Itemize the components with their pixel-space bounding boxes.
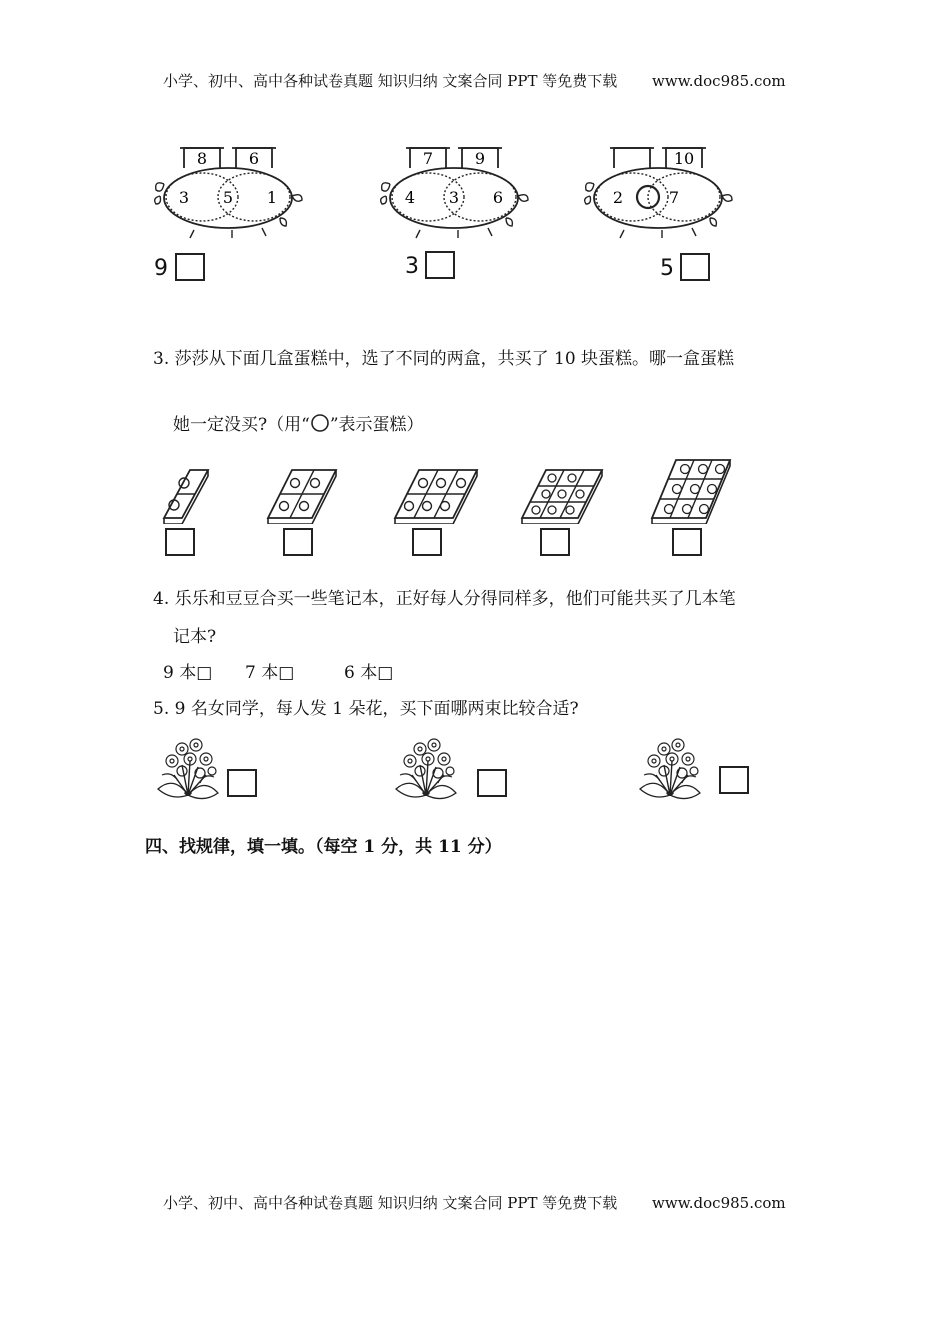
cake-box-2: [164, 470, 208, 524]
cake-circle-icon: [310, 413, 330, 433]
table-3-right: 7: [668, 188, 680, 207]
q4-line1: 4. 乐乐和豆豆合买一些笔记本，正好每人分得同样多，他们可能共买了几本笔: [153, 589, 736, 609]
cake-answer-box-4[interactable]: [540, 528, 570, 556]
bouquet-answer-box-2[interactable]: [477, 769, 507, 797]
cake-answer-box-2[interactable]: [283, 528, 313, 556]
page-header: [163, 70, 786, 91]
bouquet-3: [640, 739, 700, 799]
cake-box-4: [268, 470, 336, 524]
q4-option-2[interactable]: 7 本□: [245, 663, 295, 683]
table-2-middle: 3: [448, 188, 460, 207]
table-1-answer-label: 9: [154, 256, 168, 281]
table-2: [381, 148, 528, 238]
table-diagrams: [140, 138, 820, 248]
footer-url: www.doc985.com: [652, 1194, 786, 1212]
cake-answer-box-1[interactable]: [165, 528, 195, 556]
table-1-answer-box[interactable]: [175, 253, 205, 281]
cake-boxes: [150, 452, 800, 524]
bouquet-2: [396, 739, 456, 799]
table-1-right: 1: [266, 188, 278, 207]
table-2-left: 4: [404, 188, 416, 207]
bouquet-answer-box-1[interactable]: [227, 769, 257, 797]
q5-text: 5. 9 名女同学，每人发 1 朵花，买下面哪两束比较合适?: [153, 699, 579, 719]
cake-box-9: [652, 460, 730, 524]
table-2-right: 6: [492, 188, 504, 207]
cake-box-8: [522, 470, 602, 524]
q4-option-3[interactable]: 6 本□: [344, 663, 394, 683]
bouquet-answer-box-3[interactable]: [719, 766, 749, 794]
page-footer: [163, 1192, 786, 1213]
cake-answer-box-3[interactable]: [412, 528, 442, 556]
footer-text: 小学、初中、高中各种试卷真题 知识归纳 文案合同 PPT 等免费下载: [163, 1194, 618, 1212]
q3-line2-a: 她一定没买?（用“: [173, 415, 310, 435]
table-3-answer-label: 5: [660, 256, 674, 281]
header-url: www.doc985.com: [652, 72, 786, 90]
table-2-answer-box[interactable]: [425, 251, 455, 279]
q3-line2-b: ”表示蛋糕）: [329, 415, 424, 435]
table-1-left: 3: [178, 188, 190, 207]
table-3: [585, 148, 732, 238]
table-1-chair-right: 6: [248, 149, 260, 168]
table-1-chair-left: 8: [196, 149, 208, 168]
q3-line1: 3. 莎莎从下面几盒蛋糕中，选了不同的两盒，共买了 10 块蛋糕。哪一盒蛋糕: [153, 349, 735, 369]
cake-answer-box-5[interactable]: [672, 528, 702, 556]
bouquet-1: [158, 739, 218, 799]
section-4-title: 四、找规律，填一填。（每空 1 分，共 11 分）: [145, 837, 502, 857]
table-3-left: 2: [612, 188, 624, 207]
table-3-answer-box[interactable]: [680, 253, 710, 281]
q3-line2: [173, 410, 424, 435]
header-text: 小学、初中、高中各种试卷真题 知识归纳 文案合同 PPT 等免费下载: [163, 72, 618, 90]
table-1: [155, 148, 302, 238]
table-2-chair-right: 9: [474, 149, 486, 168]
table-1-middle: 5: [222, 188, 234, 207]
q4-option-1[interactable]: 9 本□: [163, 663, 213, 683]
table-3-chair-right: 10: [673, 149, 695, 168]
table-2-answer-label: 3: [405, 254, 419, 279]
cake-box-6: [395, 470, 477, 524]
q4-line2: 记本?: [173, 627, 217, 647]
table-3-blank-circle: [637, 186, 659, 208]
table-2-chair-left: 7: [422, 149, 434, 168]
